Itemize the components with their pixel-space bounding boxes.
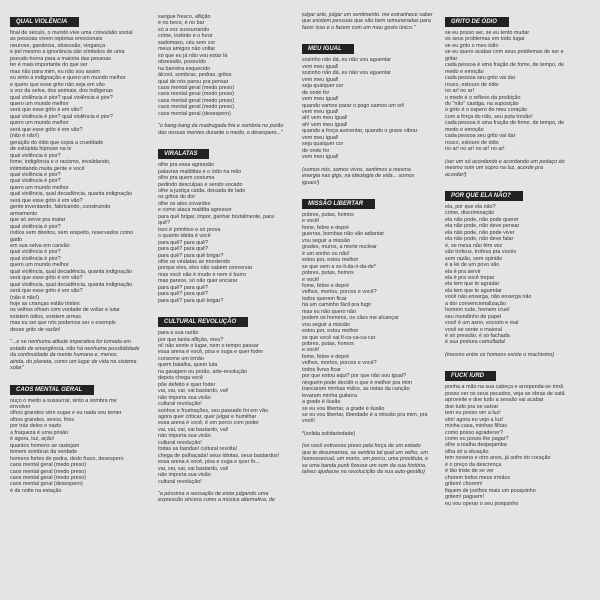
lyric-line: seu mundinho de papel bbox=[445, 313, 502, 320]
quote-line: "a péssima a sensação de estar julgando uma bbox=[158, 491, 269, 497]
song-title-viralatas: VIRALATAS bbox=[158, 149, 209, 159]
lyric-line: homens fortes de pedra, dedo fraco, desespero bbox=[10, 455, 124, 462]
lyric-line: quem batalha, quem luta bbox=[158, 362, 218, 369]
lyric-line: consome um irmão bbox=[158, 355, 204, 362]
lyric-line: hoje as crianças estão tristes bbox=[10, 301, 80, 308]
quote-cultural-revolucao bbox=[158, 491, 290, 504]
lyrics-fuck-iurd bbox=[445, 384, 585, 507]
lyric-line: e como ataca maldita agressor bbox=[158, 207, 232, 214]
lyric-line: quero um mundo melhor bbox=[10, 100, 69, 107]
lyric-line: como posso agradecer? bbox=[445, 429, 503, 436]
column-1 bbox=[10, 10, 150, 494]
lyric-line: caos mental geral (medo preso) bbox=[10, 462, 87, 469]
lyric-line: do "não" castiga, na suposição bbox=[445, 100, 519, 107]
lyric-line: todos querem ficar bbox=[302, 295, 347, 302]
lyric-line: vou seguir a missão bbox=[302, 321, 350, 328]
lyric-line: se eu vou libertar, liberdade é a missão pra mim, pra bbox=[302, 412, 428, 419]
lyric-line: sadomaso, céu sem cor bbox=[158, 39, 216, 46]
lyric-line: de onde for bbox=[302, 147, 330, 154]
lyric-line: e pel mesmo a ignorância são símbolos de uma bbox=[10, 49, 125, 56]
lyric-line: olhos grandes vêm sugar e eu nada vou temer bbox=[10, 410, 122, 417]
lyric-line: para quê? para quê? bbox=[158, 239, 209, 246]
lyric-line: qual violência é pior? qual violência é pior? bbox=[10, 94, 113, 101]
lyric-line: são trofeus, trofeus pra vocês bbox=[445, 249, 517, 256]
lyric-line: levaram minha guitarra bbox=[302, 392, 358, 399]
lyric-line: mas eu não quero não bbox=[302, 308, 356, 315]
lyric-line: de onde for bbox=[302, 89, 330, 96]
lyric-line: pedindo desculpas e sendo socado bbox=[158, 181, 243, 188]
lyric-line: não importa sua visão bbox=[158, 433, 211, 440]
lyric-line: olhe pra essa agressão bbox=[158, 162, 215, 169]
lyric-line: gritar bbox=[445, 55, 458, 62]
lyric-line: isso é primitivo e só prova bbox=[158, 226, 221, 233]
lyric-line: se eu vou libertar, a grade é ilusão bbox=[302, 405, 385, 412]
lyric-line: olhe os atos covardes bbox=[158, 200, 211, 207]
quote-line: (se você estivesse preso pela força de um estado bbox=[302, 443, 421, 450]
lyric-line: qual de nós parou pra pensar bbox=[158, 78, 229, 85]
lyric-line: caos mental geral (medo preso) bbox=[158, 104, 235, 111]
quote-line: homossexual, um morto, um porco, uma prostituta, e bbox=[302, 456, 429, 463]
lyric-line: meus amigos não voltar bbox=[158, 46, 216, 53]
lyric-line: no ar! no ar! no ar! no ar! bbox=[445, 146, 505, 153]
quote-line: das nossas mentes durante o medo, o desespero..." bbox=[158, 129, 283, 136]
lyric-line: em sua selva em canvão bbox=[10, 242, 70, 249]
lyrics-qual-violencia bbox=[10, 30, 150, 333]
lyric-line: quando a força aumentar, quando o grave vibrar bbox=[302, 128, 418, 135]
lyrics-caos-mental-geral bbox=[10, 398, 150, 495]
lyric-line: neurose, ganância, obsessão, vingança bbox=[10, 42, 106, 49]
lyric-line: ela não pode, não pode viver bbox=[445, 229, 515, 236]
lyric-line: qual violência é pior? bbox=[10, 255, 61, 262]
lyric-line: você se sente o maioral bbox=[445, 326, 502, 333]
lyric-line: final de século, o mundo vive uma convulsão social bbox=[10, 30, 133, 36]
quote-line: julgar arte, julgar um sentimento. me estranhece saber bbox=[302, 12, 433, 18]
lyric-line: as pessoas vivem repletas emocionais bbox=[10, 36, 103, 43]
lyric-line: para quê? para quê brigar? bbox=[158, 297, 224, 304]
lyric-line: obsessão, possuído bbox=[158, 59, 206, 66]
lyric-line: olhos grandes, sexos, frios bbox=[10, 416, 75, 423]
lyric-line: cada pessoa é uma fração de fome, de tempo, de bbox=[445, 62, 564, 69]
lyric-line: cultural revolução! bbox=[158, 439, 202, 446]
lyric-line: vem meu igual! bbox=[302, 134, 339, 141]
lyric-line: é, se mesa não fém vez bbox=[445, 242, 503, 249]
quote-line: expressão sincera como a música alternativa, de bbox=[158, 497, 275, 504]
lyric-line: vem meu igual! bbox=[302, 108, 339, 115]
lyric-line: crime, discriminação bbox=[445, 210, 495, 217]
lyric-line: será que esse grito é em vão? bbox=[10, 275, 83, 282]
lyric-line: velhos, mortos, porcos e você? bbox=[302, 360, 377, 367]
lyric-line: quê? bbox=[158, 220, 170, 227]
lyric-line: cada pessoa seu grito vai dar bbox=[445, 133, 516, 140]
lyric-line: caos mental geral (medo preso) bbox=[158, 91, 235, 98]
lyric-line: mas eu sei que nós podemos ser o exemplo bbox=[10, 320, 116, 327]
lyric-line: é agora, luz, ação! bbox=[10, 436, 55, 443]
lyric-line: quero um mundo melhor bbox=[10, 262, 69, 269]
lyric-line: só que eu já não vou estar lá bbox=[158, 52, 228, 59]
lyric-line: quando vamos parar o pogo samos um só! bbox=[302, 102, 405, 109]
lyric-line: caos mental geral (medo preso) bbox=[10, 475, 87, 481]
lyric-line: para a sua razão bbox=[158, 330, 199, 337]
lyric-line: de estúpida hipnose na tv bbox=[10, 146, 72, 153]
lyric-line: é só pressão, é só fachada bbox=[445, 333, 510, 340]
lyric-line: essa arena é você, pisa e suga e quer fo... bbox=[158, 459, 260, 466]
column-4 bbox=[445, 10, 585, 507]
lyric-line: gritem! chorem! bbox=[445, 481, 483, 488]
lyric-line: gritem! paguem! bbox=[445, 494, 484, 501]
lyric-line: rouco, estouro de ódio bbox=[445, 81, 499, 88]
lyric-line: não importa sua visão bbox=[158, 472, 211, 479]
lyric-line: é o preço da descrença bbox=[445, 461, 502, 468]
lyric-line: se eu quero acabar com seus problemas de ser e bbox=[445, 49, 564, 56]
lyric-line: qual violência é pior? bbox=[10, 249, 61, 256]
lyric-line: cada pessoa seu grito vai dar bbox=[445, 75, 516, 82]
lyric-line: pobres, putas, homos bbox=[302, 211, 354, 218]
lyric-line: mas não para mim, eu não sou assim bbox=[10, 68, 100, 75]
lyric-line: e você! bbox=[302, 347, 320, 354]
lyric-line: com a força do não, seu puta trovão! bbox=[445, 113, 533, 120]
lyric-line: desse grito de razão! bbox=[10, 326, 61, 333]
lyric-line: é tão triste de se ver bbox=[445, 468, 494, 475]
lyric-line: trancaram minhas mãos, as notas da canção bbox=[302, 386, 410, 393]
lyric-line: quantos homens se rastejam bbox=[10, 442, 80, 449]
song-title-meu-igual: MEU IGUAL bbox=[302, 44, 354, 54]
lyric-line: se eu posso ser, se eu tento mudar bbox=[445, 30, 530, 36]
lyric-line: vem meu igual! bbox=[302, 96, 339, 103]
lyric-line: você não enxerga, não enxerga não bbox=[445, 294, 532, 301]
lyric-line: qual violência, qual decadência, quanta indignação bbox=[10, 268, 132, 275]
quote-caos-mental-geral bbox=[158, 123, 290, 136]
lyric-line: vem meu igual! bbox=[302, 63, 339, 70]
lyric-line: pobres, putas, homos bbox=[302, 341, 354, 348]
lyric-line: rouco, estouro de ódio bbox=[445, 139, 499, 146]
lyric-line: estou por, estou melhor bbox=[302, 328, 359, 335]
lyric-line: olha só a situação bbox=[445, 448, 489, 455]
lyric-line: estou por, estou melhor bbox=[302, 257, 359, 264]
lyric-line: ela é pra servir bbox=[445, 268, 481, 275]
lyric-line: os gritos do dor bbox=[158, 194, 196, 201]
lyric-line: fiquem de joelhos mais um pouquinho bbox=[445, 487, 536, 494]
lyric-line: sonhos e frustrações, seu passado foi em vão bbox=[158, 407, 268, 414]
lyric-line: qual violência, qual decadência, quanta indignação bbox=[10, 281, 132, 288]
lyric-line: caos mental geral (desespero) bbox=[158, 110, 231, 117]
lyrics-meu-igual bbox=[302, 57, 434, 160]
lyric-line: caos mental geral (medo preso) bbox=[158, 84, 235, 91]
song-title-grito-de-odio: GRITO DE ÓDIO bbox=[445, 17, 509, 27]
lyric-line: todos livres ficar bbox=[302, 366, 341, 373]
lyric-line: vai, vai, vai, vai bastardo, vai! bbox=[158, 388, 229, 395]
footnote-text: *(solida solidariedade) bbox=[302, 430, 356, 437]
quote-line: que existem pessoas que são bem remuneradas para bbox=[302, 18, 431, 25]
lyric-line: pobres, putas, homos bbox=[302, 270, 354, 277]
lyric-line: olhe a toalha despejamba bbox=[445, 442, 507, 449]
lyric-line: e quero que esse grito não seja em vão bbox=[10, 81, 105, 88]
lyric-line: o medo é o reflexo da proibição bbox=[445, 94, 521, 101]
lyric-line: é sua postura camuflada! bbox=[445, 339, 506, 346]
lyric-line: a voz da selva, dos animais, dos indígenas bbox=[10, 88, 113, 95]
lyric-line: a dor convencionalização bbox=[445, 300, 506, 307]
lyric-line: (não é não!) bbox=[10, 133, 40, 140]
quote-line: "o bang-bang da madrugada fria e sombria no porão bbox=[158, 123, 284, 130]
lyrics-caos-mental-geral-cont bbox=[158, 14, 290, 117]
lyric-line: homem rude, homem cruel bbox=[445, 307, 510, 314]
lyric-line: medo e emoção bbox=[445, 68, 484, 75]
lyric-line: tem eu posso ver a luz! bbox=[445, 410, 501, 417]
lyric-line: por que estou aqui? por que não sou igual? bbox=[302, 373, 407, 380]
lyric-line: ouço o medo a sussurrar, sinto a sombra me bbox=[10, 397, 117, 404]
lyric-line: quero um mundo melhor bbox=[10, 184, 69, 191]
lyric-line: gente inventando, fabricando, construindo bbox=[10, 204, 111, 211]
lyric-line: sozinho não dá, eu não vou aguentar bbox=[302, 70, 392, 77]
lyric-line: sangue fresco, aflição bbox=[158, 14, 211, 20]
lyric-line: a grade é ilusão bbox=[302, 399, 341, 406]
lyric-line: seja qualquer cor bbox=[302, 83, 344, 90]
lyric-line: é no beco, é no bar bbox=[158, 20, 205, 27]
song-title-por-que-ela-nao: POR QUE ELA NÃO? bbox=[445, 191, 523, 201]
lyric-line: se eu grito o meu ódio bbox=[445, 42, 499, 49]
lyric-line: para quê? para quê? bbox=[158, 246, 209, 253]
quote-line: solar" bbox=[10, 365, 24, 372]
lyric-line: os seus problemas em todo lugar bbox=[445, 36, 525, 43]
lyric-line: fome, febre e depré bbox=[302, 353, 350, 360]
lyric-line: por que tanta aflição, meu? bbox=[158, 336, 224, 343]
lyric-line: se que vem a so-li-da-ri-da-de* bbox=[302, 263, 377, 270]
lyric-line: fome, febre e depré bbox=[302, 224, 350, 231]
lyric-line: para quê? para quê brigar? bbox=[158, 252, 224, 259]
lyric-line: vai, vai, vai, vai bastardo, vai! bbox=[158, 465, 229, 472]
lyric-line: velhos, mortos, porcos e você? bbox=[302, 289, 377, 296]
lyric-line: geração do ódio que copia a crueldade bbox=[10, 139, 104, 146]
quote-line: acordar!) bbox=[445, 171, 467, 178]
lyric-line: minha casa, minhas filhas bbox=[445, 423, 508, 430]
lyric-line: ela não pode, não pode querer bbox=[445, 216, 519, 223]
lyric-line: índios sem direitos, sem respeito, reservados como bbox=[10, 230, 134, 237]
quote-line: fazer isso e o fazem com um mau gosto único." bbox=[302, 24, 416, 31]
lyrics-missao-libertar bbox=[302, 212, 434, 425]
lyric-line: só a voz sussurrando bbox=[158, 26, 210, 33]
lyric-line: fome, indigência e o racismo, invalidando, bbox=[10, 159, 111, 166]
lyric-line: é um sonho ou não! bbox=[302, 250, 350, 257]
lyrics-grito-de-odio bbox=[445, 30, 585, 153]
quote-line: (somos nós, somos vivos, sentimos a mesma bbox=[302, 166, 411, 173]
lyric-line: sozinho não dá, eu não vou aguentar bbox=[302, 57, 392, 64]
quote-cultural-revolucao-cont bbox=[302, 12, 434, 31]
lyric-line: vai, vai, vai, vai bastardo, vai! bbox=[158, 426, 229, 433]
lyric-line: por trás deles o vazio bbox=[10, 423, 62, 430]
lyrics-por-que-ela-nao bbox=[445, 204, 585, 346]
song-title-missao-libertar: MISSÃO LIBERTAR bbox=[302, 199, 375, 209]
lyric-line: sim! agora eu vejo a luz! bbox=[445, 416, 504, 423]
lyric-line: na garagem ou porão, arte-revolução bbox=[158, 368, 248, 375]
lyric-line: o quanto idiota é você bbox=[158, 233, 211, 240]
lyric-line: chega de palhaçada! seus idiotas, seus bastardos! bbox=[158, 452, 280, 459]
lyric-line: chorem todos meus irmãos bbox=[445, 474, 511, 481]
quote-line: da continuidade da mente humana e, menos bbox=[10, 352, 117, 359]
lyric-line: não importa sua visão bbox=[158, 394, 211, 401]
lyric-line: depois chega você bbox=[158, 375, 203, 382]
lyric-line: pseudo-honra para a maioria das pessoas bbox=[10, 55, 111, 62]
lyric-line: caos mental geral (medo preso) bbox=[10, 468, 87, 475]
lyric-line: todas as bandas! cultural revolta! bbox=[158, 446, 238, 453]
quote-line: (mesmo entre os homens existe o machismo) bbox=[445, 351, 555, 358]
lyric-line: palavras maldiitas e o ódio na mão bbox=[158, 168, 242, 175]
lyrics-cultural-revolucao bbox=[158, 330, 290, 485]
lyric-line: olhe pra quem costuma bbox=[158, 175, 215, 182]
lyric-line: grades, muros, a morte nuclear bbox=[302, 244, 377, 251]
lyric-line: e você! bbox=[302, 218, 320, 225]
lyric-line: sem razão, sem opinião bbox=[445, 255, 503, 262]
lyric-line: ela tem que te aguentar bbox=[445, 287, 502, 294]
lyric-line: envolver bbox=[10, 404, 31, 411]
quote-qual-violencia bbox=[10, 339, 150, 371]
lyric-line: olhe a justiça caída, deixada de lado bbox=[158, 187, 246, 194]
lyric-line: podem os homens, os cães me alcançar bbox=[302, 315, 399, 322]
lyric-line: é a lei de um povo são bbox=[445, 262, 500, 269]
lyric-line: mas parece, só não quer encarar bbox=[158, 278, 238, 285]
lyric-line: aproveite e doe tudo a sessão vai acabar bbox=[445, 397, 544, 404]
quote-line: iguais!) bbox=[302, 179, 320, 186]
lyric-line: intimidando muita gente e você bbox=[10, 165, 85, 172]
lyric-line: ponha a mão na sua cabeça e arrependa-se irmã bbox=[445, 384, 564, 391]
lyric-line: qual violência é pior? bbox=[10, 171, 61, 178]
lyric-line: qual violência é pior? bbox=[10, 178, 61, 185]
lyric-line: vem meu igual! bbox=[302, 154, 339, 161]
lyric-line: posso ver os seus pecados, veja as obras de satã bbox=[445, 390, 565, 397]
lyric-line: no ar! no ar! bbox=[445, 88, 475, 95]
lyric-line: você é um asno, escroto e mal bbox=[445, 320, 519, 327]
lyric-line: será que esse grito é em vão? bbox=[10, 126, 83, 133]
lyric-line: ah! vem meu igual! bbox=[302, 121, 348, 128]
lyric-line: essa arena é você, é um porco com poder bbox=[158, 420, 259, 427]
lyric-line: qual violência é pior? bbox=[10, 223, 61, 230]
lyric-line: cada pessoa é uma fração de fome, de tempo, de bbox=[445, 120, 564, 127]
lyric-line: põe defeito e quer foder bbox=[158, 381, 216, 388]
lyric-line: ninguém pode decidir o que é melhor pra mim bbox=[302, 379, 412, 386]
lyric-line: você! bbox=[302, 418, 315, 425]
lyric-line: olhe os viralatas se mordendo bbox=[158, 258, 230, 265]
lyric-line: vem meu igual! bbox=[302, 76, 339, 83]
lyric-line: como eu posso lhe pagar? bbox=[445, 436, 509, 443]
lyric-line: cultural revolução! bbox=[158, 401, 202, 408]
song-title-qual-violencia: QUAL VIOLÊNCIA bbox=[10, 17, 79, 27]
lyric-line: tem novena e otro anos, já sofre do coração bbox=[445, 455, 551, 462]
lyric-line: ela não pode, não deve pensar bbox=[445, 223, 520, 230]
quote-line: energia nas gigs, na ideologia de vida... somos bbox=[302, 173, 415, 180]
quote-line: que te desumaniza, se sentiria tal qual um velho, um bbox=[302, 449, 428, 456]
lyric-line: mas você não é mudo e nem é burro bbox=[158, 271, 247, 278]
quote-line: (ser um só acordando e acordando um pedaço do bbox=[445, 158, 565, 165]
lyric-line: que só serve pra matar bbox=[10, 217, 66, 224]
lyric-line: cultural revolução! bbox=[158, 478, 202, 485]
quote-line: talvez ajudasse na revolucição da sua auto-gestão) bbox=[302, 469, 425, 476]
lyric-line: álcool, sombras, pedras, gritos bbox=[158, 72, 232, 79]
lyric-line: ela não pode, não deve falar bbox=[445, 236, 514, 243]
song-title-cultural-revolucao: CULTURAL REVOLUÇÃO bbox=[158, 317, 248, 327]
song-title-caos-mental-geral: CAOS MENTAL GERAL bbox=[10, 385, 94, 395]
lyric-line: a fraqueza é uma prisão bbox=[10, 429, 69, 436]
lyric-line: será que esse grito é em vão? bbox=[10, 197, 83, 204]
lyric-line: caos mental geral (medo preso) bbox=[158, 97, 235, 104]
lyric-line: essa arena é você, pisa e suga e quer foder bbox=[158, 349, 264, 356]
lyric-line: para quê? para quê? bbox=[158, 284, 209, 291]
column-3 bbox=[302, 12, 434, 476]
lyric-line: porque eles, eles não sabem conversar bbox=[158, 265, 253, 272]
lyric-line: os velhos olham com vontade de voltar e lutar bbox=[10, 307, 120, 314]
lyric-line: ela tem que te agradar bbox=[445, 281, 500, 288]
lyric-line: qual violência é pior? qual violência é pior? bbox=[10, 113, 113, 120]
lyric-line: qual violência, qual decadência, quanta indignação bbox=[10, 191, 132, 198]
lyric-line: na barreira esquecido bbox=[158, 65, 211, 72]
lyric-line: será que esse grito é em vão? bbox=[10, 288, 83, 295]
lyric-line: o grito é o espero do meu coração bbox=[445, 107, 528, 114]
lyric-line: é de noite na estação bbox=[10, 487, 62, 494]
lyric-line: (não é não!) bbox=[10, 294, 40, 301]
lyric-line: qual violência é pior? bbox=[10, 152, 61, 159]
lyric-line: medo e emoção bbox=[445, 126, 484, 133]
quote-line: mesmo som um sopro na luz, acorde pra bbox=[445, 165, 543, 172]
lyric-line: temem sombras da verdade bbox=[10, 449, 78, 456]
lyric-line: agora quer criticar, quer julgar e humilhar bbox=[158, 414, 257, 421]
lyric-line: ah! vem meu igual! bbox=[302, 115, 348, 122]
quote-line: se uma banda punk fizesse um som da sua história, bbox=[302, 462, 427, 469]
lyric-line: gado bbox=[10, 236, 22, 243]
quote-line: ainda, do planeta, como um lugar de vida na sistema bbox=[10, 358, 137, 365]
lyric-line: crime, instinto e o furor bbox=[158, 33, 213, 40]
song-title-fuck-iurd: FUCK IURD bbox=[445, 371, 496, 381]
lyric-line: será que esse grito é em vão? bbox=[10, 107, 83, 114]
lyric-line: ela é pra você trepar bbox=[445, 274, 495, 281]
lyric-line: para quê brigar, impor, ganhar brutalmente, para bbox=[158, 213, 274, 220]
lyric-line: fome, febre e depré bbox=[302, 282, 350, 289]
lyric-line: se que você vai fi-ca-ca-ca-car bbox=[302, 334, 376, 341]
lyric-line: eu vou operar o seu porquinho bbox=[445, 500, 519, 507]
lyric-line: quero um mundo melhor bbox=[10, 120, 69, 127]
lyric-line: há um caminho fácil pra fugir bbox=[302, 302, 372, 309]
lyric-line: doe tudo pra se salvar bbox=[445, 403, 499, 410]
lyric-line: guerras, bombas não vão adiantar bbox=[302, 231, 385, 238]
lyrics-viralatas bbox=[158, 162, 290, 304]
quote-missao-libertar bbox=[302, 443, 434, 475]
quote-grito-de-odio bbox=[445, 159, 585, 178]
lyric-line: seja qualquer cor bbox=[302, 141, 344, 148]
lyric-line: para quê? para quê? bbox=[158, 291, 209, 298]
quote-line: estado de emergência, não há nenhuma possibilidade bbox=[10, 345, 140, 352]
lyric-line: vou seguir a missão bbox=[302, 237, 350, 244]
lyric-line: e você! bbox=[302, 276, 320, 283]
lyric-line: ter é mais importante do que ser bbox=[10, 62, 88, 69]
quote-meu-igual bbox=[302, 167, 434, 186]
lyric-line: eu sinto a indignação e quero um mundo melhor bbox=[10, 75, 126, 82]
column-2 bbox=[158, 14, 290, 504]
lyric-line: caos mental geral (desespero) bbox=[10, 481, 83, 488]
lyric-line: armamento bbox=[10, 210, 38, 217]
quote-line: "...e se nenhuma atitude imperativa for tomada em bbox=[10, 339, 131, 346]
lyric-line: oi! não sente o lugar, nem o tempo passar bbox=[158, 343, 259, 350]
lyric-line: existem ódios, existem armas bbox=[10, 313, 81, 320]
lyric-line: ela, por que ela não? bbox=[445, 203, 496, 210]
